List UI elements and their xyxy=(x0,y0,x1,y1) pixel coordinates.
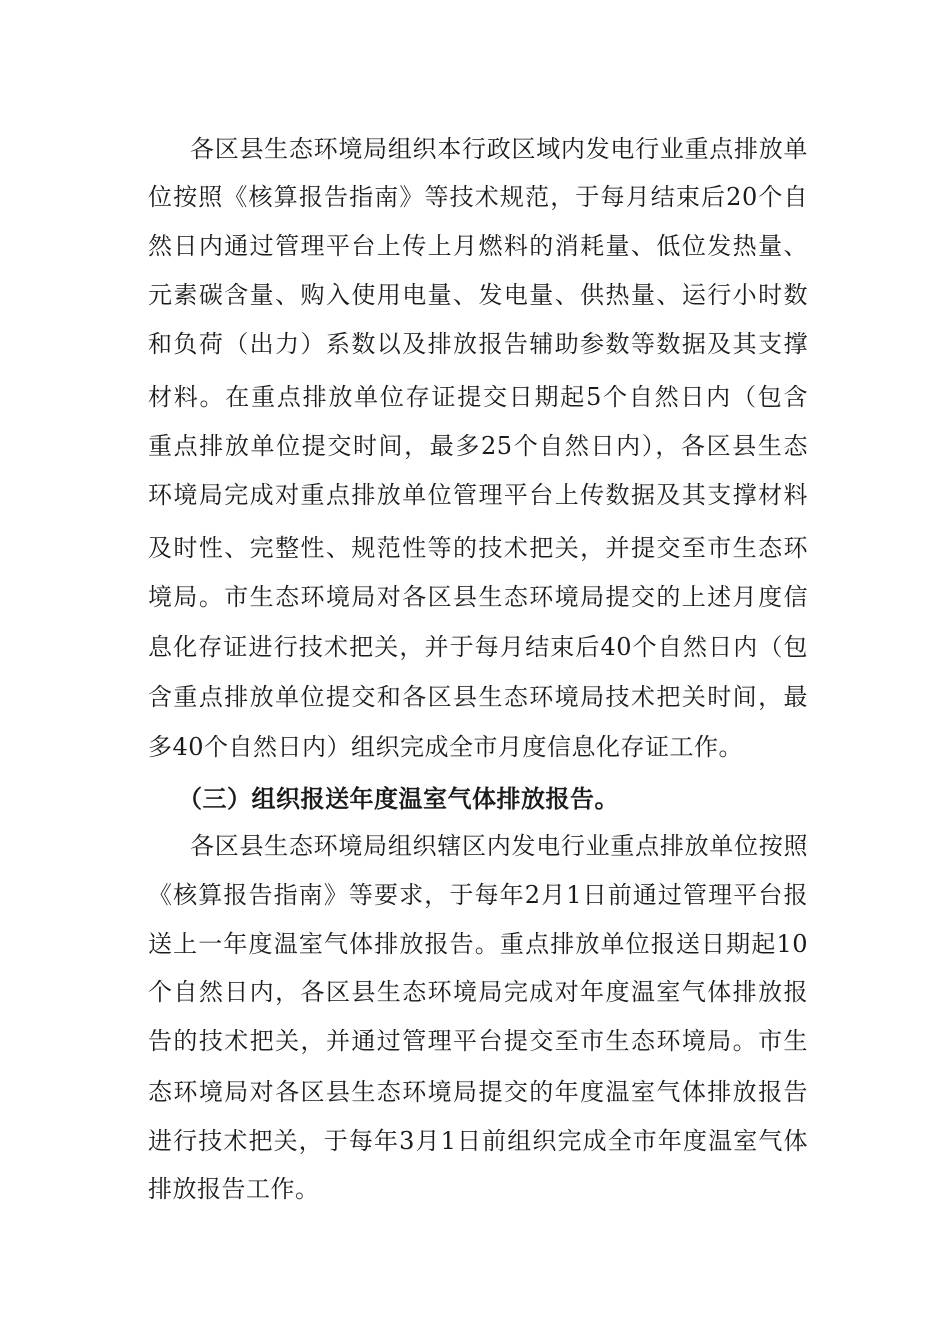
section-heading: （三）组织报送年度温室气体排放报告。 xyxy=(178,785,619,813)
paragraph2-line-7: 进行技术把关，于每年3月1日前组织完成全市年度温室气体 xyxy=(148,1127,808,1155)
paragraph1-line-11: 息化存证进行技术把关，并于每月结束后40个自然日内（包 xyxy=(148,633,808,661)
paragraph1-line-8: 环境局完成对重点排放单位管理平台上传数据及其支撑材料 xyxy=(148,481,808,509)
paragraph1-line-2: 位按照《核算报告指南》等技术规范，于每月结束后20个自 xyxy=(148,183,808,211)
paragraph2-line-2: 《核算报告指南》等要求，于每年2月1日前通过管理平台报 xyxy=(148,881,808,909)
paragraph1-line-5: 和负荷（出力）系数以及排放报告辅助参数等数据及其支撑 xyxy=(148,330,808,358)
paragraph2-line-4: 个自然日内，各区县生态环境局完成对年度温室气体排放报 xyxy=(148,978,808,1006)
paragraph2-line-6: 态环境局对各区县生态环境局提交的年度温室气体排放报告 xyxy=(148,1078,808,1106)
paragraph2-line-5: 告的技术把关，并通过管理平台提交至市生态环境局。市生 xyxy=(148,1027,808,1055)
paragraph2-line-8: 排放报告工作。 xyxy=(148,1175,320,1203)
paragraph1-line-3: 然日内通过管理平台上传上月燃料的消耗量、低位发热量、 xyxy=(148,232,808,260)
paragraph1-line-10: 境局。市生态环境局对各区县生态环境局提交的上述月度信 xyxy=(148,583,808,611)
paragraph1-line-13: 多40个自然日内）组织完成全市月度信息化存证工作。 xyxy=(148,733,744,761)
paragraph1-line-6: 材料。在重点排放单位存证提交日期起5个自然日内（包含 xyxy=(148,383,808,411)
paragraph1-line-12: 含重点排放单位提交和各区县生态环境局技术把关时间，最 xyxy=(148,683,808,711)
paragraph1-line-7: 重点排放单位提交时间，最多25个自然日内），各区县生态 xyxy=(148,432,808,460)
paragraph1-line-9: 及时性、完整性、规范性等的技术把关，并提交至市生态环 xyxy=(148,534,808,562)
paragraph2-line-1: 各区县生态环境局组织辖区内发电行业重点排放单位按照 xyxy=(190,832,808,860)
paragraph2-line-3: 送上一年度温室气体排放报告。重点排放单位报送日期起10 xyxy=(148,930,808,958)
paragraph1-line-4: 元素碳含量、购入使用电量、发电量、供热量、运行小时数 xyxy=(148,281,808,309)
paragraph1-line-1: 各区县生态环境局组织本行政区域内发电行业重点排放单 xyxy=(190,135,808,163)
